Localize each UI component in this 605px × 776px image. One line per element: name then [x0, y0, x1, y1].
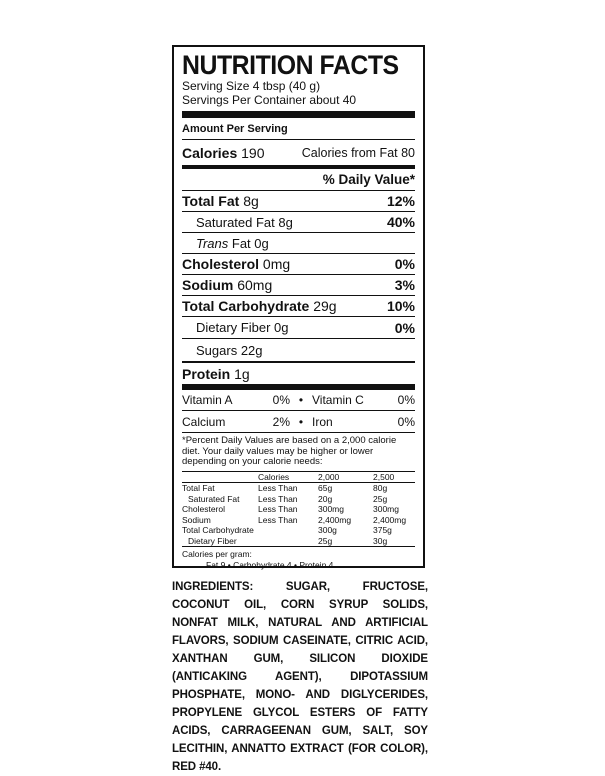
table-cell: Less Than	[258, 504, 298, 514]
nutrient-row-cholesterol	[182, 254, 415, 275]
vitamin-name: Calcium	[182, 414, 226, 429]
nutrient-row-dietary-fiber	[182, 317, 415, 339]
table-cell: 25g	[318, 535, 333, 546]
table-row	[182, 515, 415, 526]
nutrient-dv: 0%	[394, 256, 415, 272]
table-cell: Cholesterol	[182, 504, 225, 514]
table-cell: Calories	[258, 471, 290, 482]
table-cell: Saturated Fat	[188, 493, 240, 504]
vitamin-name: Iron	[312, 414, 333, 429]
calories-row	[182, 140, 415, 165]
vitamin-name: Vitamin C	[312, 393, 364, 407]
table-row	[182, 504, 415, 515]
table-header-row	[182, 472, 415, 483]
table-cell: 20g	[318, 493, 333, 504]
nutrient-name: Total Fat	[182, 193, 240, 209]
nutrient-name: Sugars	[196, 342, 238, 358]
table-cell: 30g	[373, 535, 388, 546]
table-row	[182, 494, 415, 505]
amount-per-serving-row	[182, 118, 415, 140]
table-cell: Sodium	[182, 514, 211, 525]
nutrient-name: Saturated Fat	[196, 214, 275, 230]
ingredients-list: INGREDIENTS: SUGAR, FRUCTOSE, COCONUT OIL, CORN SYRUP SOLIDS, NONFAT MILK, NATURAL AND ARTIFICIAL FLAVORS, SODIUM CASEINATE, CITRIC ACID, XANTHAN GUM, SILICON DIOXIDE (ANTICAKING AGENT), DIPOTASSIUM PHOSPHATE, MONO- AND DIGLYCERIDES, PROPYLENE GLYCOL ESTERS OF FATTY ACIDS, CARRAGEENAN GUM, SALT, SOY LECITHIN, ANNATTO EXTRACT (FOR COLOR), RED #40.	[172, 581, 428, 773]
table-cell: Total Fat	[182, 483, 215, 493]
nutrient-amount: 8g	[278, 214, 293, 230]
vitamin-value: 0%	[397, 393, 415, 407]
nutrient-amount: 0mg	[262, 256, 291, 272]
nutrient-dv: 3%	[394, 277, 415, 293]
servings-per-container: Servings Per Container about 40	[182, 93, 357, 107]
nutrient-row-saturated-fat	[182, 212, 415, 233]
nutrient-row-total-fat	[182, 191, 415, 212]
vitamin-row	[182, 390, 415, 411]
nutrient-row-sodium	[182, 275, 415, 296]
label-title: NUTRITION FACTS	[182, 50, 399, 80]
daily-value-header-row	[182, 169, 415, 191]
nutrient-row-trans-fat	[182, 233, 415, 254]
table-cell: 2,400mg	[373, 514, 407, 525]
daily-value-table	[182, 472, 415, 548]
table-cell: 300mg	[373, 504, 399, 514]
table-cell: Less Than	[258, 493, 298, 504]
calories-from-fat: Calories from Fat 80	[301, 145, 415, 160]
table-cell: Less Than	[258, 483, 298, 493]
nutrient-amount: 8g	[243, 193, 259, 209]
nutrient-amount: 29g	[313, 298, 337, 314]
table-row	[182, 525, 415, 536]
serving-size: Serving Size 4 tbsp (40 g)	[182, 79, 321, 93]
calories-label: Calories	[182, 144, 238, 161]
table-cell: 300g	[318, 525, 337, 535]
nutrient-row-sugars	[182, 339, 415, 361]
vitamin-value: 2%	[272, 414, 290, 429]
amount-per-serving: Amount Per Serving	[182, 122, 288, 135]
nutrient-name: Trans	[196, 235, 229, 251]
nutrient-dv: 12%	[386, 193, 415, 209]
bullet-separator: •	[298, 414, 304, 429]
nutrient-amount: 0g	[274, 320, 289, 335]
footnote: *Percent Daily Values are based on a 2,000 calorie diet. Your daily values may be higher or lower depending on your calorie needs:	[182, 433, 415, 472]
nutrient-row-protein	[182, 363, 415, 384]
nutrient-row-total-carbohydrate	[182, 296, 415, 317]
table-cell: 80g	[373, 483, 388, 493]
nutrient-amount: 60mg	[237, 277, 273, 293]
table-cell	[182, 472, 258, 483]
nutrient-dv: 0%	[394, 319, 415, 336]
nutrient-name: Total Carbohydrate	[182, 298, 310, 314]
nutrient-name: Dietary Fiber	[196, 320, 271, 335]
table-cell: 65g	[318, 483, 333, 493]
table-cell: 2,500	[373, 471, 395, 482]
daily-value-header: % Daily Value*	[322, 172, 415, 187]
nutrient-dv: 10%	[386, 298, 415, 314]
bullet-separator: •	[298, 393, 304, 407]
vitamin-value: 0%	[397, 414, 415, 429]
nutrient-name: Sodium	[182, 277, 234, 293]
table-cell	[258, 536, 318, 547]
nutrient-name: Protein	[182, 365, 231, 382]
divider-thick	[182, 111, 415, 118]
table-cell	[258, 525, 318, 536]
table-cell: Less Than	[258, 514, 298, 525]
vitamin-name: Vitamin A	[182, 393, 233, 407]
nutrient-amount: 1g	[234, 365, 250, 382]
nutrition-facts-label	[172, 45, 425, 568]
calories-per-gram-label: Calories per gram:	[182, 549, 252, 559]
calories-per-gram: Fat 9 • Carbohydrate 4 • Protein 4	[206, 559, 334, 570]
nutrient-amount: Fat 0g	[231, 235, 269, 251]
table-cell: 25g	[373, 493, 388, 504]
nutrient-name: Cholesterol	[182, 256, 260, 272]
table-cell: 2,400mg	[318, 514, 352, 525]
vitamin-value: 0%	[272, 393, 290, 407]
nutrient-dv: 40%	[386, 214, 415, 230]
table-cell: 375g	[373, 525, 392, 535]
table-row	[182, 536, 415, 547]
table-cell: 300mg	[318, 504, 344, 514]
table-cell: 2,000	[318, 471, 340, 482]
table-cell: Dietary Fiber	[188, 535, 237, 546]
table-row	[182, 483, 415, 494]
vitamin-row	[182, 411, 415, 433]
nutrient-amount: 22g	[240, 342, 263, 358]
calories-value: 190	[241, 144, 265, 161]
table-cell: Total Carbohydrate	[182, 525, 254, 535]
